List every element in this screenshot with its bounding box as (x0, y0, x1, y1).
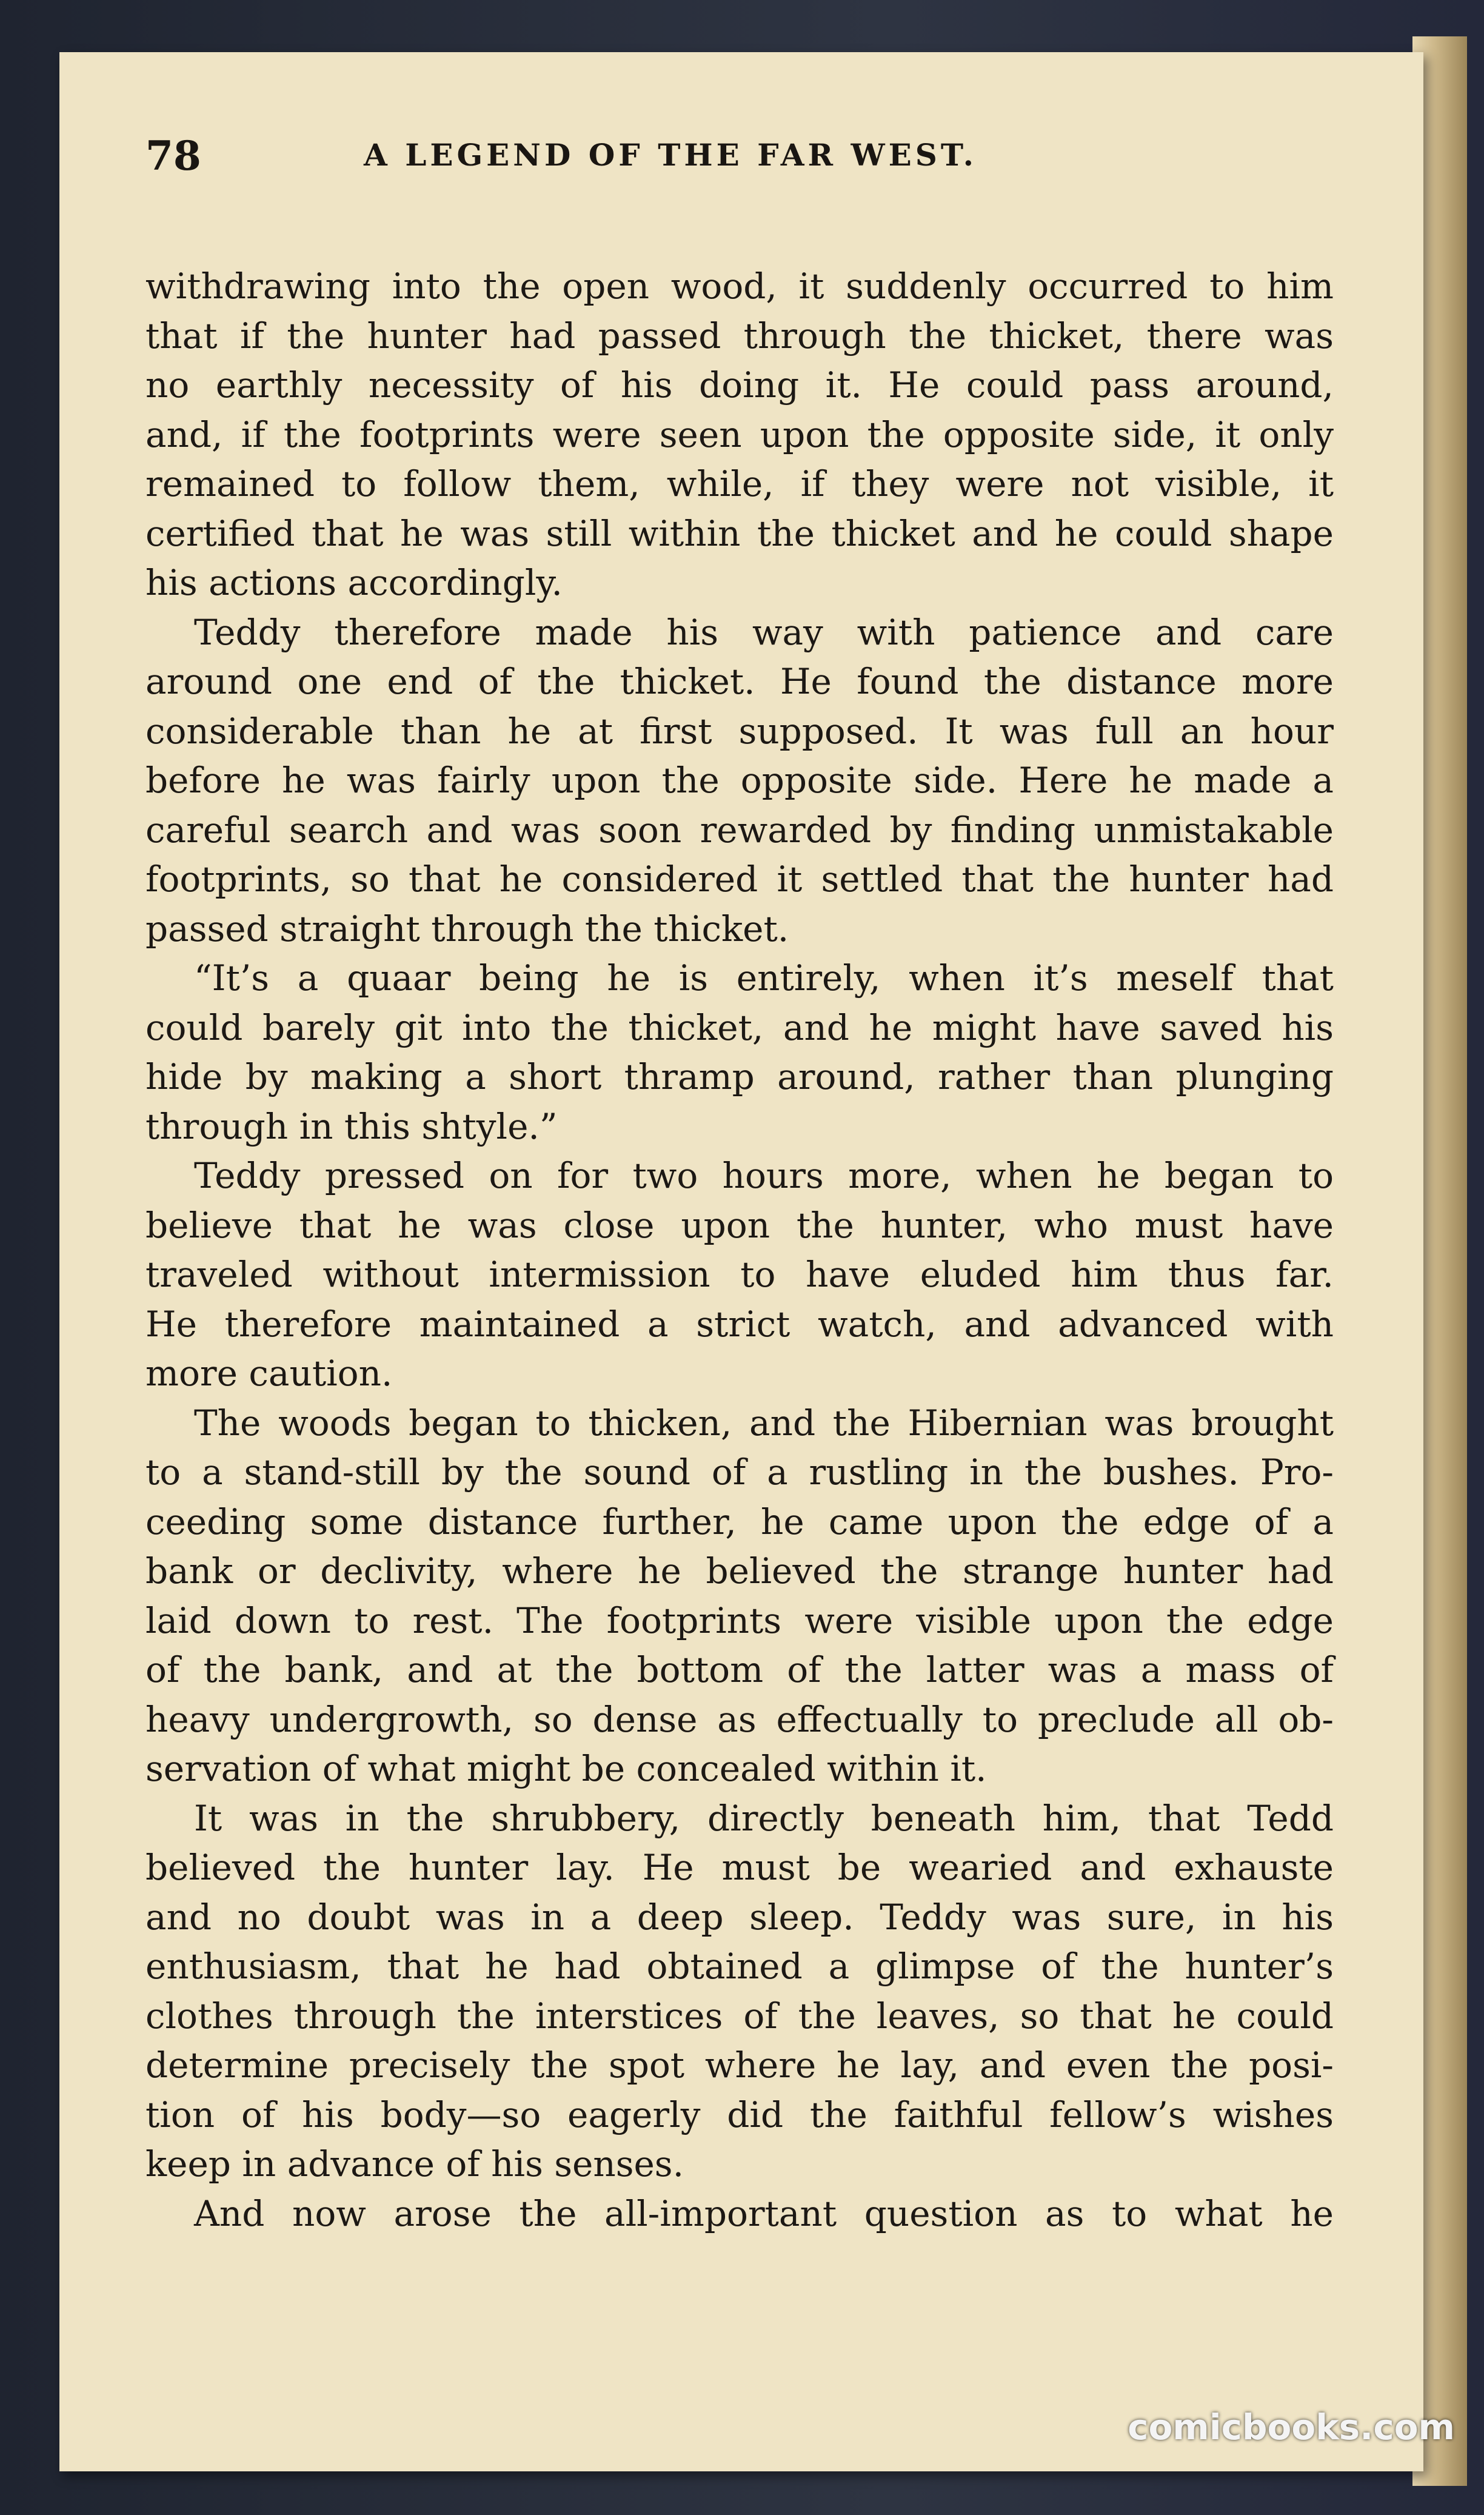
text-line: enthusiasm, that he had obtained a glimpse of the hunter’s (145, 1946, 1334, 1987)
text-line: heavy undergrowth, so dense as effectually to preclude all ob- (145, 1698, 1334, 1740)
text-line: Teddy therefore made his way with patience and care (194, 611, 1334, 653)
text-line: considerable than he at first supposed. It was full an hour (145, 710, 1334, 752)
text-line: passed straight through the thicket. (145, 908, 789, 949)
text-line: believed the hunter lay. He must be wearied and exhauste (145, 1847, 1334, 1888)
text-line: “It’s a quaar being he is entirely, when it’s meself that (194, 957, 1334, 999)
text-line: around one end of the thicket. He found the distance more (145, 661, 1334, 702)
text-line: and, if the footprints were seen upon the opposite side, it only (145, 414, 1334, 455)
text-line: keep in advance of his senses. (145, 2143, 684, 2185)
text-line: traveled without intermission to have eluded him thus far. (145, 1254, 1334, 1295)
page-number: 78 (145, 132, 201, 179)
text-line: The woods began to thicken, and the Hibernian was brought (194, 1402, 1334, 1444)
text-line: Teddy pressed on for two hours more, when he began to (194, 1155, 1334, 1196)
text-line: before he was fairly upon the opposite side. Here he made a (145, 760, 1334, 801)
text-line: to a stand-still by the sound of a rustling in the bushes. Pro- (145, 1452, 1334, 1493)
text-line: footprints, so that he considered it settled that the hunter had (145, 859, 1334, 900)
text-line: no earthly necessity of his doing it. He could pass around, (145, 364, 1334, 406)
running-title: A LEGEND OF THE FAR WEST. (364, 137, 978, 173)
text-line: He therefore maintained a strict watch, and advanced with (145, 1303, 1334, 1345)
text-line: of the bank, and at the bottom of the latter was a mass of (145, 1649, 1334, 1690)
text-line: careful search and was soon rewarded by finding unmistakable (145, 809, 1334, 851)
text-line: and no doubt was in a deep sleep. Teddy was sure, in his (145, 1896, 1334, 1938)
text-line: It was in the shrubbery, directly beneath him, that Tedd (194, 1797, 1334, 1839)
text-line: And now arose the all-important question as to what he (194, 2192, 1334, 2234)
text-line: through in this shtyle.” (145, 1105, 558, 1147)
body-text (145, 262, 1334, 2239)
text-line: remained to follow them, while, if they were not visible, it (145, 463, 1334, 504)
text-line: hide by making a short thramp around, rather than plunging (145, 1056, 1334, 1097)
text-line: laid down to rest. The footprints were visible upon the edge (145, 1599, 1334, 1641)
text-line: his actions accordingly. (145, 562, 563, 603)
text-line: believe that he was close upon the hunter, who must have (145, 1204, 1334, 1246)
text-line: servation of what might be concealed within it. (145, 1748, 987, 1789)
running-head (145, 132, 1115, 199)
text-line: determine precisely the spot where he lay, and even the posi- (145, 2044, 1334, 2086)
text-line: more caution. (145, 1353, 393, 1394)
text-line: could barely git into the thicket, and he might have saved his (145, 1006, 1334, 1048)
text-line: clothes through the interstices of the leaves, so that he could (145, 1995, 1334, 2037)
text-line: tion of his body—so eagerly did the faithful fellow’s wishes (145, 2094, 1334, 2135)
text-line: certified that he was still within the thicket and he could shape (145, 512, 1334, 554)
text-line: bank or declivity, where he believed the strange hunter had (145, 1550, 1334, 1592)
text-line: withdrawing into the open wood, it suddenly occurred to him (145, 266, 1334, 307)
watermark: comicbooks.com (1128, 2406, 1455, 2448)
text-line: that if the hunter had passed through the thicket, there was (145, 315, 1334, 357)
text-line: ceeding some distance further, he came upon the edge of a (145, 1501, 1334, 1542)
